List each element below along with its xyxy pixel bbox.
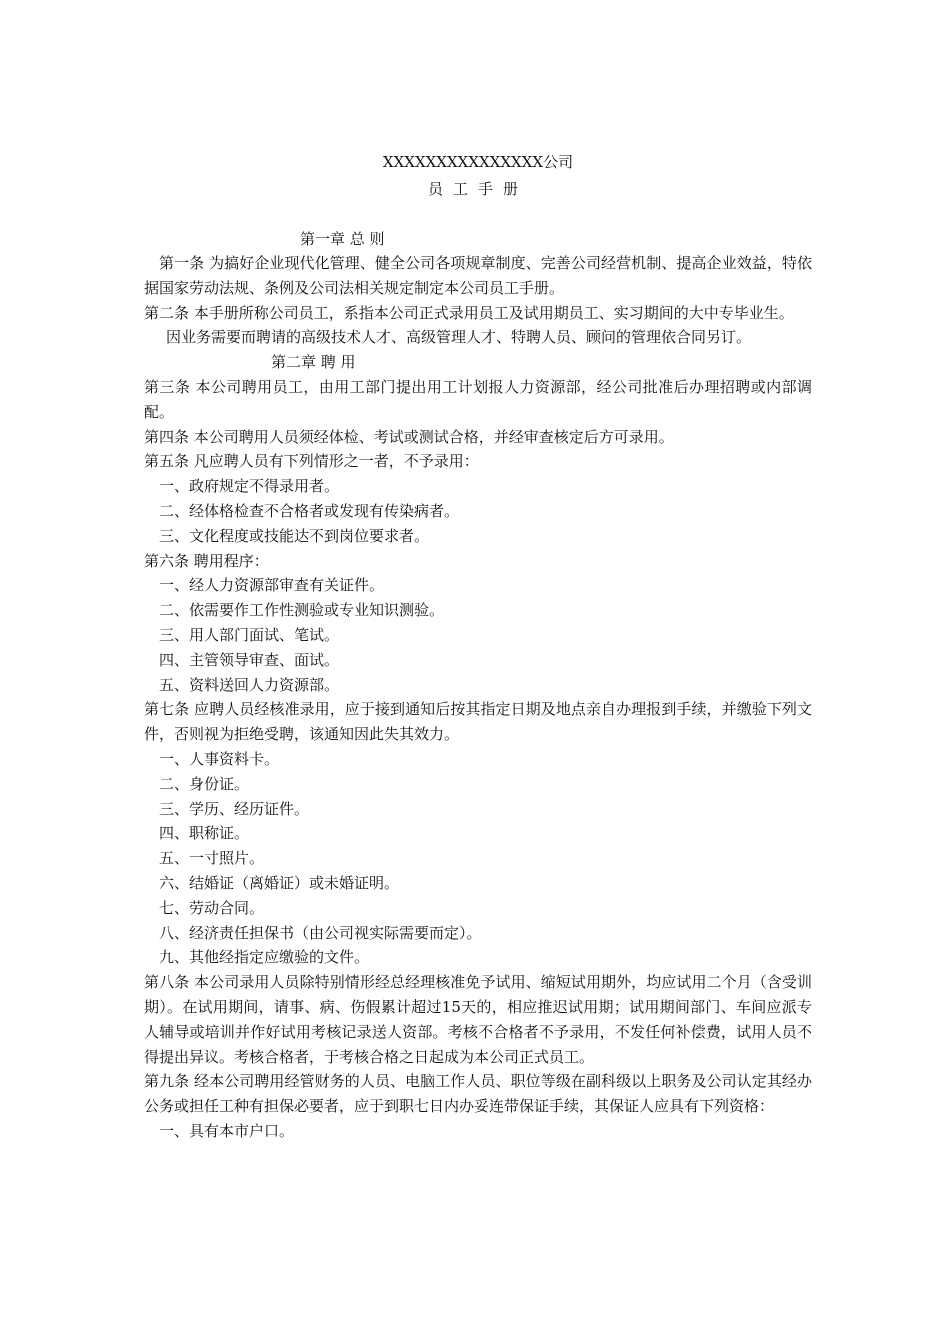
list-item: 二、依需要作工作性测验或专业知识测验。 — [159, 601, 445, 620]
article-9: 第九条 经本公司聘用经管财务的人员、电脑工作人员、职位等级在副科级以上职务及公司认定其经办公务或担任工种有担保必要者，应于到职七日内办妥连带保证手续，其保证人应具有下列资格： — [144, 1072, 812, 1116]
list-item: 三、用人部门面试、笔试。 — [159, 625, 340, 644]
chapter-heading: 第二章 聘 用 — [271, 353, 356, 372]
list-item: 一、人事资料卡。 — [159, 749, 280, 768]
article-7: 第七条 应聘人员经核准录用，应于接到通知后按其指定日期及地点亲自办理报到手续，并缴验下列文件，否则视为拒绝受聘，该通知因此失其效力。 — [144, 700, 812, 744]
list-item: 三、文化程度或技能达不到岗位要求者。 — [159, 526, 430, 545]
list-item: 六、结婚证（离婚证）或未婚证明。 — [159, 873, 400, 892]
list-item: 一、具有本市户口。 — [159, 1121, 295, 1140]
company-name: XXXXXXXXXXXXXXX公司 — [382, 153, 574, 171]
list-item: 一、政府规定不得录用者。 — [159, 477, 340, 496]
list-item: 八、经济责任担保书（由公司视实际需要而定）。 — [159, 923, 482, 942]
article-1: 第一条 为搞好企业现代化管理、健全公司各项规章制度、完善公司经营机制、提高企业效益，特依据国家劳动法规、条例及公司法相关规定制定本公司员工手册。 — [144, 254, 812, 297]
document-page — [144, 150, 812, 1144]
article-5: 第五条 凡应聘人员有下列情形之一者，不予录用： — [144, 452, 479, 471]
article-3: 第三条 本公司聘用员工，由用工部门提出用工计划报人力资源部，经公司批准后办理招聘或内部调配。 — [144, 377, 812, 421]
list-item: 五、资料送回人力资源部。 — [159, 675, 340, 694]
list-item: 五、一寸照片。 — [159, 849, 265, 868]
list-item: 一、经人力资源部审查有关证件。 — [159, 576, 385, 595]
list-item: 二、经体格检查不合格者或发现有传染病者。 — [159, 501, 460, 520]
document-title: 员工手册 — [427, 180, 528, 198]
article-2: 第二条 本手册所称公司员工，系指本公司正式录用员工及试用期员工、实习期间的大中专毕业生。 — [144, 303, 794, 322]
article-2-note: 因业务需要而聘请的高级技术人才、高级管理人才、特聘人员、顾问的管理依合同另订。 — [166, 328, 752, 347]
list-item: 九、其他经指定应缴验的文件。 — [159, 948, 370, 967]
list-item: 七、劳动合同。 — [159, 898, 265, 917]
chapter-heading: 第一章 总 则 — [300, 230, 385, 248]
article-8: 第八条 本公司录用人员除特别情形经总经理核准免予试用、缩短试用期外，均应试用二个月（含受训期）。在试用期间，请事、病、伤假累计超过15天的，相应推迟试用期；试用期间部门、车间应派专人辅导或培训并作好试用考核记录送人资部。考核不合格者不予录用，不发任何补偿费，试用人员不得提出异议。考核合格者，于考核合格之日起成为本公司正式员工。 — [144, 973, 812, 1066]
list-item: 四、主管领导审查、面试。 — [159, 650, 340, 669]
article-4: 第四条 本公司聘用人员须经体检、考试或测试合格，并经审查核定后方可录用。 — [144, 427, 674, 446]
list-item: 二、身份证。 — [159, 774, 250, 793]
list-item: 四、职称证。 — [159, 824, 250, 843]
article-6: 第六条 聘用程序： — [144, 551, 269, 570]
list-item: 三、学历、经历证件。 — [159, 799, 310, 818]
